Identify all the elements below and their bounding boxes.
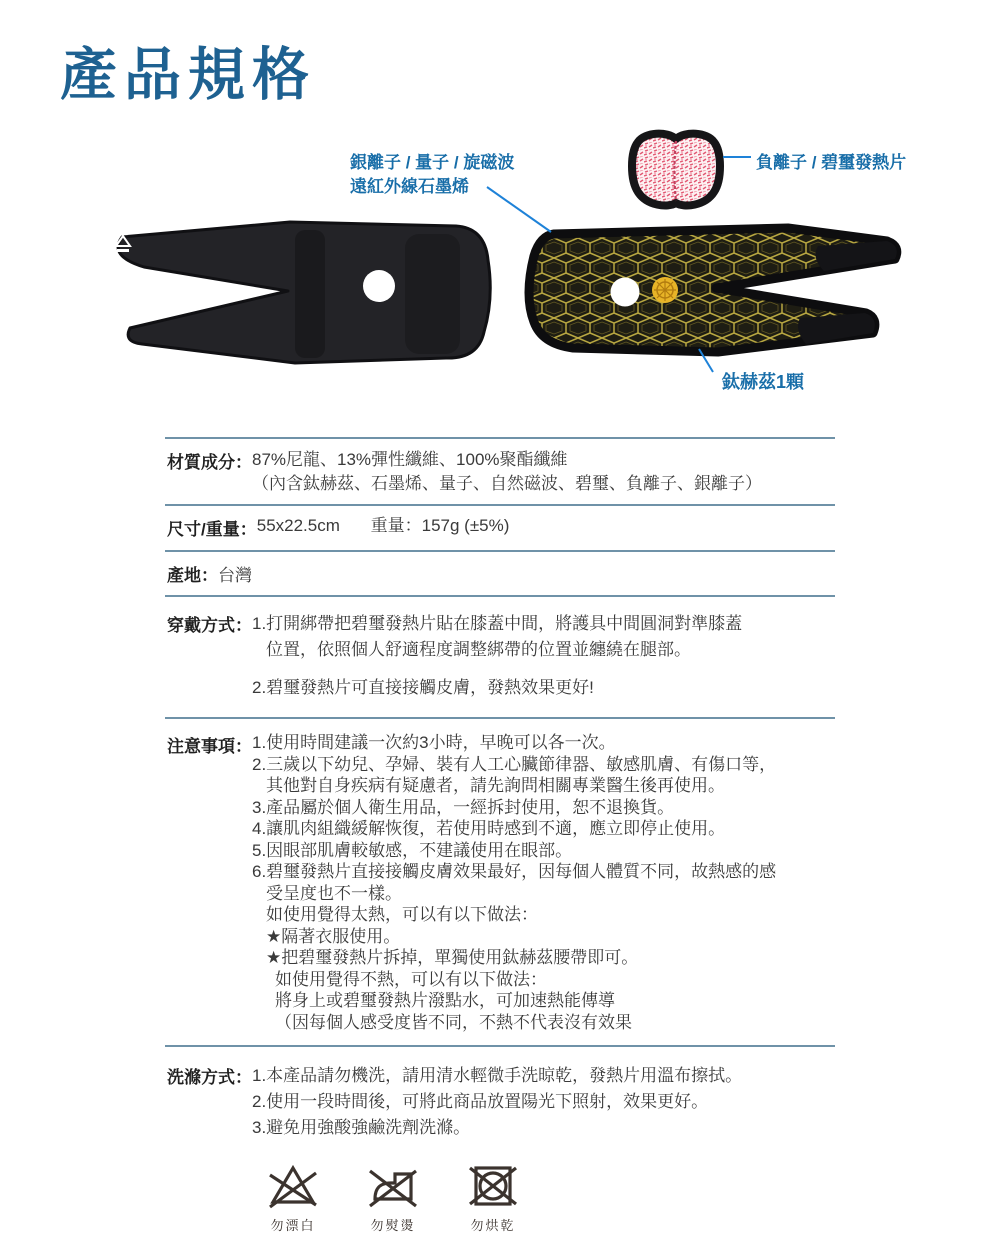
text-line: 位置，依照個人舒適程度調整綁帶的位置並纏繞在腿部。 <box>266 640 691 659</box>
text-line: （因每個人感受度皆不同，不熱不代表沒有效果 <box>275 1012 632 1032</box>
no-tumble-dry-icon <box>468 1163 518 1209</box>
page-title: 產品規格 <box>60 43 316 107</box>
row-label-size: 尺寸/重量： <box>167 520 257 539</box>
terahertz-disc <box>652 277 678 303</box>
care-icons <box>260 1163 835 1234</box>
knee-hole <box>611 278 640 307</box>
knee-brace-inner-image <box>518 218 913 373</box>
spec-row-washing <box>165 1045 835 1260</box>
text-line: 3.產品屬於個人衛生用品，一經拆封使用，恕不退換貨。 <box>252 797 675 817</box>
materials-line2: （內含鈦赫茲、石墨烯、量子、自然磁波、碧璽、負離子、銀離子） <box>252 474 762 493</box>
care-icon-no-iron <box>360 1163 426 1234</box>
spec-table <box>165 437 835 1260</box>
text-line: 1.打開綁帶把碧璽發熱片貼在膝蓋中間，將護具中間圓洞對準膝蓋 <box>252 614 743 633</box>
origin-value: 台灣 <box>218 566 252 585</box>
row-label-origin: 產地： <box>167 566 218 585</box>
row-content-origin <box>218 561 835 586</box>
no-bleach-icon <box>268 1163 318 1209</box>
text-line: 受呈度也不一樣。 <box>266 883 402 903</box>
text-line: 6.碧璽發熱片直接接觸皮膚效果最好，因每個人體質不同，故熱感的感 <box>252 862 777 881</box>
materials-line1: 87%尼龍、13%彈性纖維、100%聚酯纖維 <box>252 450 568 469</box>
row-content-size <box>257 515 835 540</box>
row-label-materials: 材質成分： <box>167 453 252 472</box>
text-line: 1.本產品請勿機洗，請用清水輕微手洗晾乾，發熱片用溫布擦拭。 <box>252 1066 743 1085</box>
row-content-materials <box>252 448 835 496</box>
text-line: 其他對自身疾病有疑慮者，請先詢問相關專業醫生後再使用。 <box>266 776 725 795</box>
text-line: 4.讓肌肉組織緩解恢復，若使用時感到不適，應立即停止使用。 <box>252 819 726 838</box>
text-line: 2.碧璽發熱片可直接接觸皮膚，發熱效果更好! <box>252 678 594 697</box>
strap-seam-band <box>405 234 460 354</box>
knee-brace-outer-image <box>90 210 510 380</box>
care-caption: 勿烘乾 <box>470 1218 516 1233</box>
care-caption: 勿漂白 <box>270 1218 316 1233</box>
row-label-notice: 注意事項： <box>167 737 252 756</box>
row-content-wearing <box>252 611 835 701</box>
spec-row-wearing <box>165 595 835 717</box>
washing-lines <box>252 1063 835 1141</box>
care-icon-no-bleach <box>260 1163 326 1234</box>
text-line: 如使用覺得太熱，可以有以下做法： <box>266 905 538 924</box>
text-line: 2.三歲以下幼兒、孕婦、裝有人工心臟節律器、敏感肌膚、有傷口等， <box>252 754 777 774</box>
strap-seam-band <box>295 230 325 358</box>
no-iron-icon <box>368 1163 418 1209</box>
text-line: ★把碧璽發熱片拆掉，單獨使用鈦赫茲腰帶即可。 <box>266 948 639 967</box>
text-line: 將身上或碧璽發熱片潑點水，可加速熱能傳導 <box>275 991 615 1010</box>
text-line: 2.使用一段時間後，可將此商品放置陽光下照射，效果更好。 <box>252 1092 709 1111</box>
row-label-wearing: 穿戴方式： <box>167 616 252 635</box>
row-content-washing <box>252 1063 835 1234</box>
text-line: 3.避免用強酸強鹼洗劑洗滌。 <box>252 1118 471 1137</box>
size-weight: 重量：157g (±5%) <box>370 516 510 535</box>
tourmaline-heat-pad-image <box>626 128 726 212</box>
row-content-notice <box>252 732 835 1033</box>
care-icon-no-tumble-dry <box>460 1163 526 1234</box>
size-dimensions: 55x22.5cm <box>256 516 340 535</box>
product-diagram <box>0 120 1000 420</box>
spec-row-notice <box>165 717 835 1045</box>
text-line: ★隔著衣服使用。 <box>266 926 401 946</box>
text-line: 1.使用時間建議一次約3小時，早晚可以各一次。 <box>252 733 616 752</box>
care-caption: 勿熨燙 <box>370 1218 416 1233</box>
knee-hole <box>363 270 395 302</box>
row-label-washing: 洗滌方式： <box>167 1068 252 1087</box>
spec-row-origin <box>165 550 835 595</box>
callout-graphene-line1: 銀離子 / 量子 / 旋磁波 <box>350 153 515 172</box>
callout-graphene <box>350 151 514 199</box>
callout-graphene-line2: 遠紅外線石墨烯 <box>350 177 469 196</box>
spec-row-size <box>165 504 835 550</box>
spec-row-materials <box>165 437 835 504</box>
text-line: 5.因眼部肌膚較敏感，不建議使用在眼部。 <box>252 840 573 860</box>
callout-tourmaline: 負離子 / 碧璽發熱片 <box>756 153 907 172</box>
callout-terahertz: 鈦赫茲1顆 <box>722 372 805 392</box>
text-line: 如使用覺得不熱，可以有以下做法： <box>275 969 547 989</box>
